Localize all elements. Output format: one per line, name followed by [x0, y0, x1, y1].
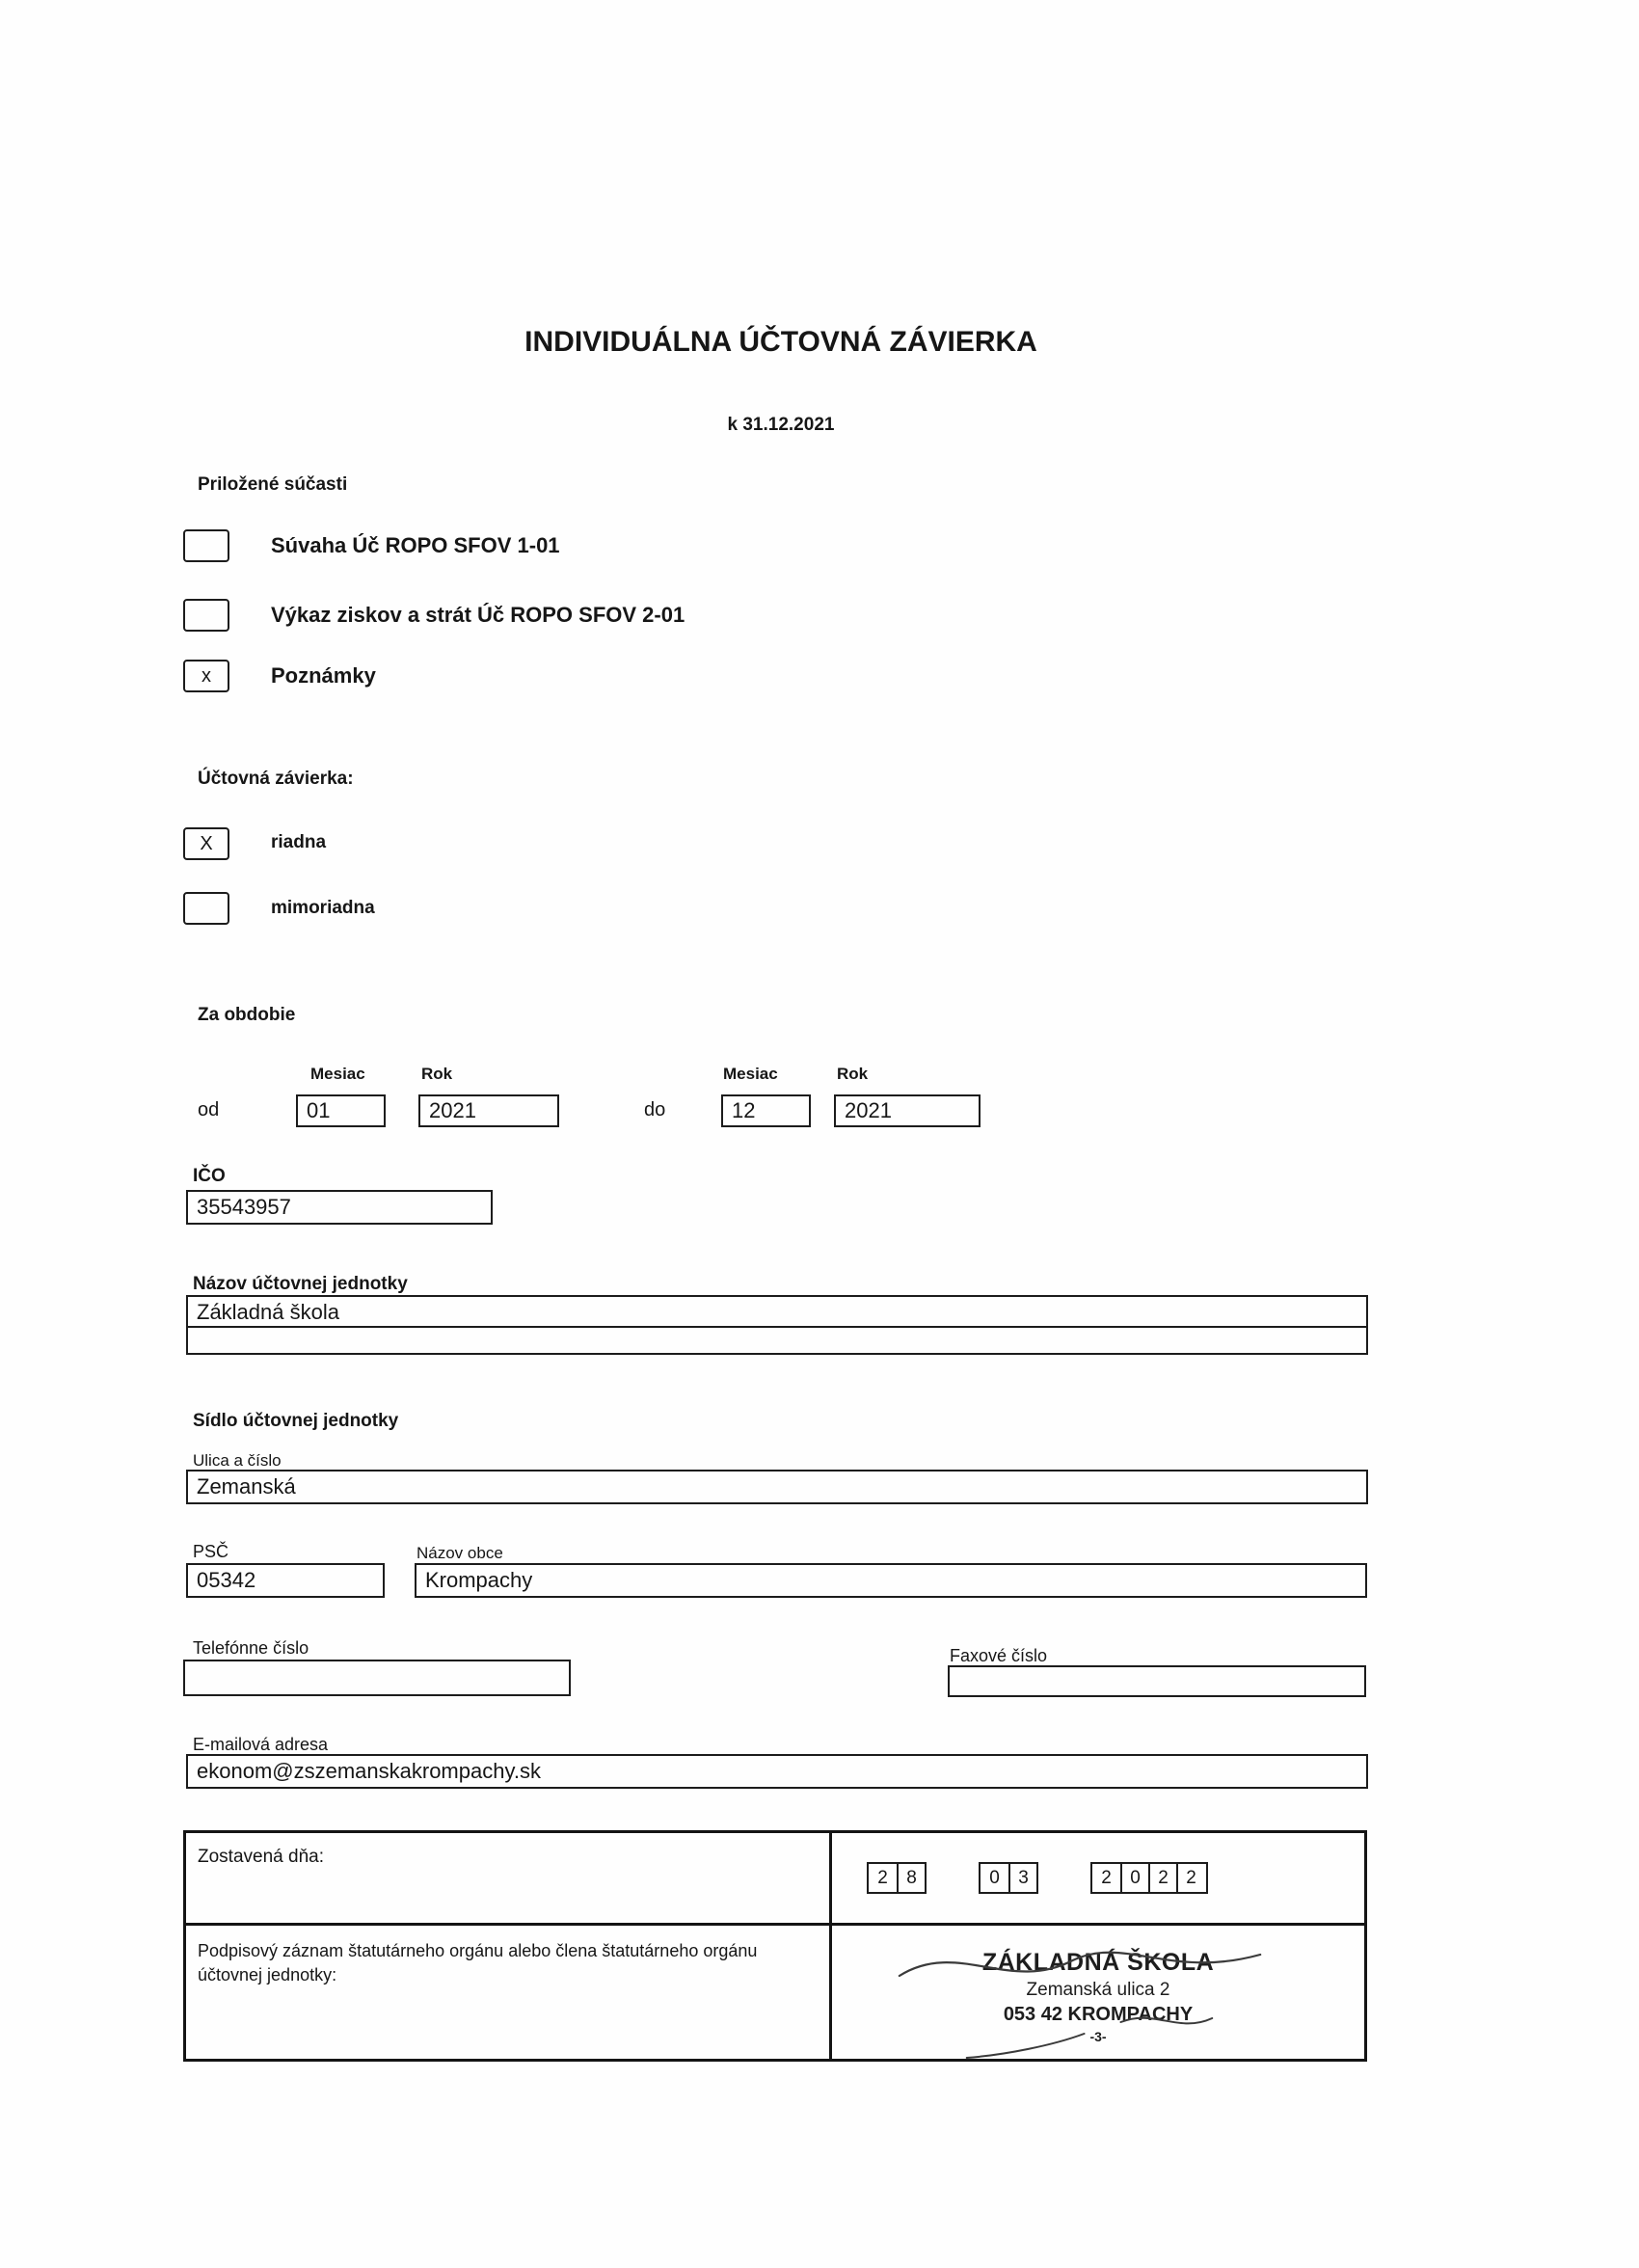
date-month-digit-1: 0 [989, 1867, 1000, 1888]
period-to-year-field[interactable] [834, 1094, 981, 1127]
address-heading: Sídlo účtovnej jednotky [193, 1411, 399, 1431]
school-stamp [832, 1949, 1364, 2044]
date-day-field[interactable] [867, 1862, 927, 1894]
period-to-month-field[interactable] [721, 1094, 811, 1127]
checkbox-riadna[interactable] [183, 827, 229, 860]
page-subtitle: k 31.12.2021 [727, 415, 835, 435]
compiled-date-value-cell [832, 1833, 1364, 1926]
checkbox-suvaha[interactable] [183, 529, 229, 562]
date-month-digit-2: 3 [1008, 1864, 1036, 1892]
attachment-label-vykaz: Výkaz ziskov a strát Úč ROPO SFOV 2-01 [271, 603, 685, 627]
email-field[interactable] [186, 1754, 1368, 1789]
entity-name-value: Základná škola [197, 1300, 339, 1324]
checkbox-mimoriadna[interactable] [183, 892, 229, 925]
period-from-label: od [198, 1099, 220, 1120]
checkbox-vykaz[interactable] [183, 599, 229, 632]
stamp-school-name: ZÁKLADNÁ ŠKOLA [981, 1949, 1215, 1976]
email-label: E-mailová adresa [193, 1735, 329, 1754]
signature-stamp-cell [832, 1926, 1364, 2059]
page-title: INDIVIDUÁLNA ÚČTOVNÁ ZÁVIERKA [524, 326, 1037, 358]
period-to-year-label: Rok [837, 1065, 869, 1083]
stamp-number: -3- [1089, 2029, 1107, 2044]
entity-name-field[interactable] [186, 1295, 1368, 1355]
compiled-date-label: Zostavená dňa: [198, 1847, 324, 1867]
street-label: Ulica a číslo [193, 1451, 282, 1470]
street-value: Zemanská [197, 1474, 296, 1498]
email-value: ekonom@zszemanskakrompachy.sk [197, 1759, 541, 1783]
stamp-street: Zemanská ulica 2 [1026, 1980, 1170, 2000]
period-from-month-label: Mesiac [310, 1065, 365, 1083]
period-to-year-value: 2021 [845, 1098, 892, 1122]
signature-label: Podpisový záznam štatutárneho orgánu alebo člena štatutárneho orgánu účtovnej jednotky: [198, 1941, 758, 1985]
city-field[interactable] [415, 1563, 1367, 1598]
period-to-month-label: Mesiac [723, 1065, 778, 1083]
city-value: Krompachy [425, 1568, 533, 1592]
phone-field[interactable] [183, 1660, 571, 1696]
period-to-label: do [644, 1099, 666, 1120]
attachment-label-suvaha: Súvaha Úč ROPO SFOV 1-01 [271, 533, 560, 557]
psc-label: PSČ [193, 1542, 229, 1561]
date-month-field[interactable] [979, 1862, 1038, 1894]
checkbox-poznamky[interactable] [183, 660, 229, 692]
date-day-digit-2: 8 [897, 1864, 925, 1892]
ico-value: 35543957 [197, 1195, 291, 1219]
fax-field[interactable] [948, 1665, 1366, 1697]
psc-value: 05342 [197, 1568, 256, 1592]
date-day-digit-1: 2 [877, 1867, 888, 1888]
period-to-month-value: 12 [732, 1098, 756, 1122]
date-year-digit-4: 2 [1176, 1864, 1204, 1892]
date-year-digit-2: 0 [1120, 1864, 1148, 1892]
signature-label-cell [186, 1926, 832, 2059]
statement-label-mimoriadna: mimoriadna [271, 898, 375, 918]
checkbox-riadna-mark: X [200, 832, 213, 854]
stamp-city: 053 42 KROMPACHY [1003, 2004, 1194, 2025]
date-year-digit-3: 2 [1148, 1864, 1176, 1892]
checkbox-poznamky-mark: x [202, 664, 211, 687]
period-from-year-label: Rok [421, 1065, 453, 1083]
entity-name-label: Názov účtovnej jednotky [193, 1274, 408, 1294]
period-from-month-field[interactable] [296, 1094, 386, 1127]
statement-label-riadna: riadna [271, 832, 327, 852]
statement-heading: Účtovná závierka: [198, 769, 354, 789]
ico-label: IČO [193, 1166, 226, 1186]
psc-field[interactable] [186, 1563, 385, 1598]
date-year-digit-1: 2 [1101, 1867, 1112, 1888]
street-field[interactable] [186, 1470, 1368, 1504]
city-label: Názov obce [416, 1544, 503, 1562]
period-from-month-value: 01 [307, 1098, 331, 1122]
attachments-heading: Priložené súčasti [198, 474, 348, 495]
entity-name-row-divider [188, 1326, 1366, 1328]
period-from-year-value: 2021 [429, 1098, 476, 1122]
fax-label: Faxové číslo [950, 1646, 1048, 1665]
ico-field[interactable] [186, 1190, 493, 1225]
footer-table [183, 1830, 1367, 2062]
period-heading: Za obdobie [198, 1005, 296, 1025]
compiled-date-cell [186, 1833, 832, 1926]
attachment-label-poznamky: Poznámky [271, 663, 376, 688]
period-from-year-field[interactable] [418, 1094, 559, 1127]
phone-label: Telefónne číslo [193, 1638, 309, 1658]
date-year-field[interactable] [1090, 1862, 1208, 1894]
